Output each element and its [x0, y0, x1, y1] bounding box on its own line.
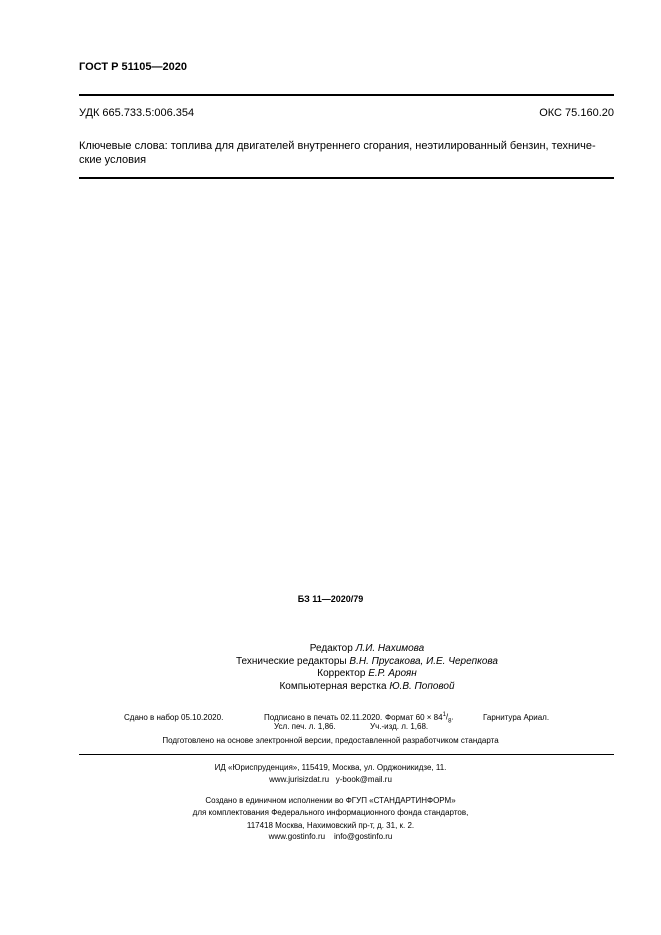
submitted-date: Сдано в набор 05.10.2020.	[124, 712, 224, 722]
created-line-1: Создано в единичном исполнении во ФГУП «СТАНДАРТИНФОРМ»	[205, 796, 456, 805]
corrector-name: Е.Р. Ароян	[368, 668, 417, 679]
bz-number: БЗ 11—2020/79	[297, 594, 364, 604]
oks-code: ОКС 75.160.20	[539, 107, 614, 119]
top-rule	[79, 94, 614, 96]
standard-number: ГОСТ Р 51105—2020	[79, 61, 187, 73]
print-sheets: Усл. печ. л. 1,86.	[274, 722, 336, 731]
font-info: Гарнитура Ариал.	[483, 712, 550, 722]
pub-sheets: Уч.-изд. л. 1,68.	[370, 722, 429, 731]
format-prefix: Формат 60 × 84	[385, 712, 443, 722]
layout-line	[200, 681, 534, 694]
publisher-line-1: ИД «Юриспруденция», 115419, Москва, ул. Орджоникидзе, 11.	[214, 763, 447, 772]
tech-editors-label: Технические редакторы	[235, 655, 347, 667]
format-info: Формат $60 \times 84^1/_8$.	[385, 712, 454, 725]
stdinform-contacts	[0, 831, 661, 843]
tech-editors-line	[200, 656, 534, 669]
keywords-paragraph	[79, 139, 614, 167]
tech-editors-names: В.Н. Прусакова, И.Е. Черепкова	[349, 655, 498, 667]
publisher-rule	[79, 754, 614, 755]
corrector-line	[200, 668, 534, 681]
udk-code: УДК 665.733.5:006.354	[79, 107, 195, 119]
keywords-line-2: ские условия	[79, 154, 147, 166]
credits-block	[200, 643, 534, 693]
keywords-rule	[79, 177, 614, 179]
publisher-email-1: y-book@mail.ru	[335, 775, 392, 784]
prepared-note: Подготовлено на основе электронной версии, предоставленной разработчиком стандарта	[162, 736, 499, 745]
publisher-contacts-1	[0, 774, 661, 786]
editor-name: Л.И. Нахимова	[355, 643, 425, 654]
editor-label: Редактор	[309, 643, 353, 654]
corrector-label: Корректор	[317, 668, 366, 679]
print-info-row-2	[274, 721, 428, 733]
format-denominator: 8	[448, 718, 452, 725]
stdinform-address: 117418 Москва, Нахимовский пр-т, д. 31, к. 2.	[246, 821, 415, 830]
layout-name: Ю.В. Поповой	[389, 680, 455, 692]
stdinform-site: www.gostinfo.ru	[268, 832, 326, 841]
signed-date: Подписано в печать 02.11.2020.	[264, 712, 383, 722]
editor-line	[200, 643, 534, 656]
stdinform-email: info@gostinfo.ru	[333, 832, 393, 841]
keywords-line-1: Ключевые слова: топлива для двигателей внутреннего сгорания, неэтилированный бензин, техниче-	[79, 140, 596, 152]
created-line-2: для комплектования Федерального информационного фонда стандартов,	[192, 808, 469, 817]
format-numerator: 1	[442, 712, 446, 718]
layout-label: Компьютерная верстка	[279, 680, 387, 692]
publisher-site-1: www.jurisizdat.ru	[269, 775, 330, 784]
